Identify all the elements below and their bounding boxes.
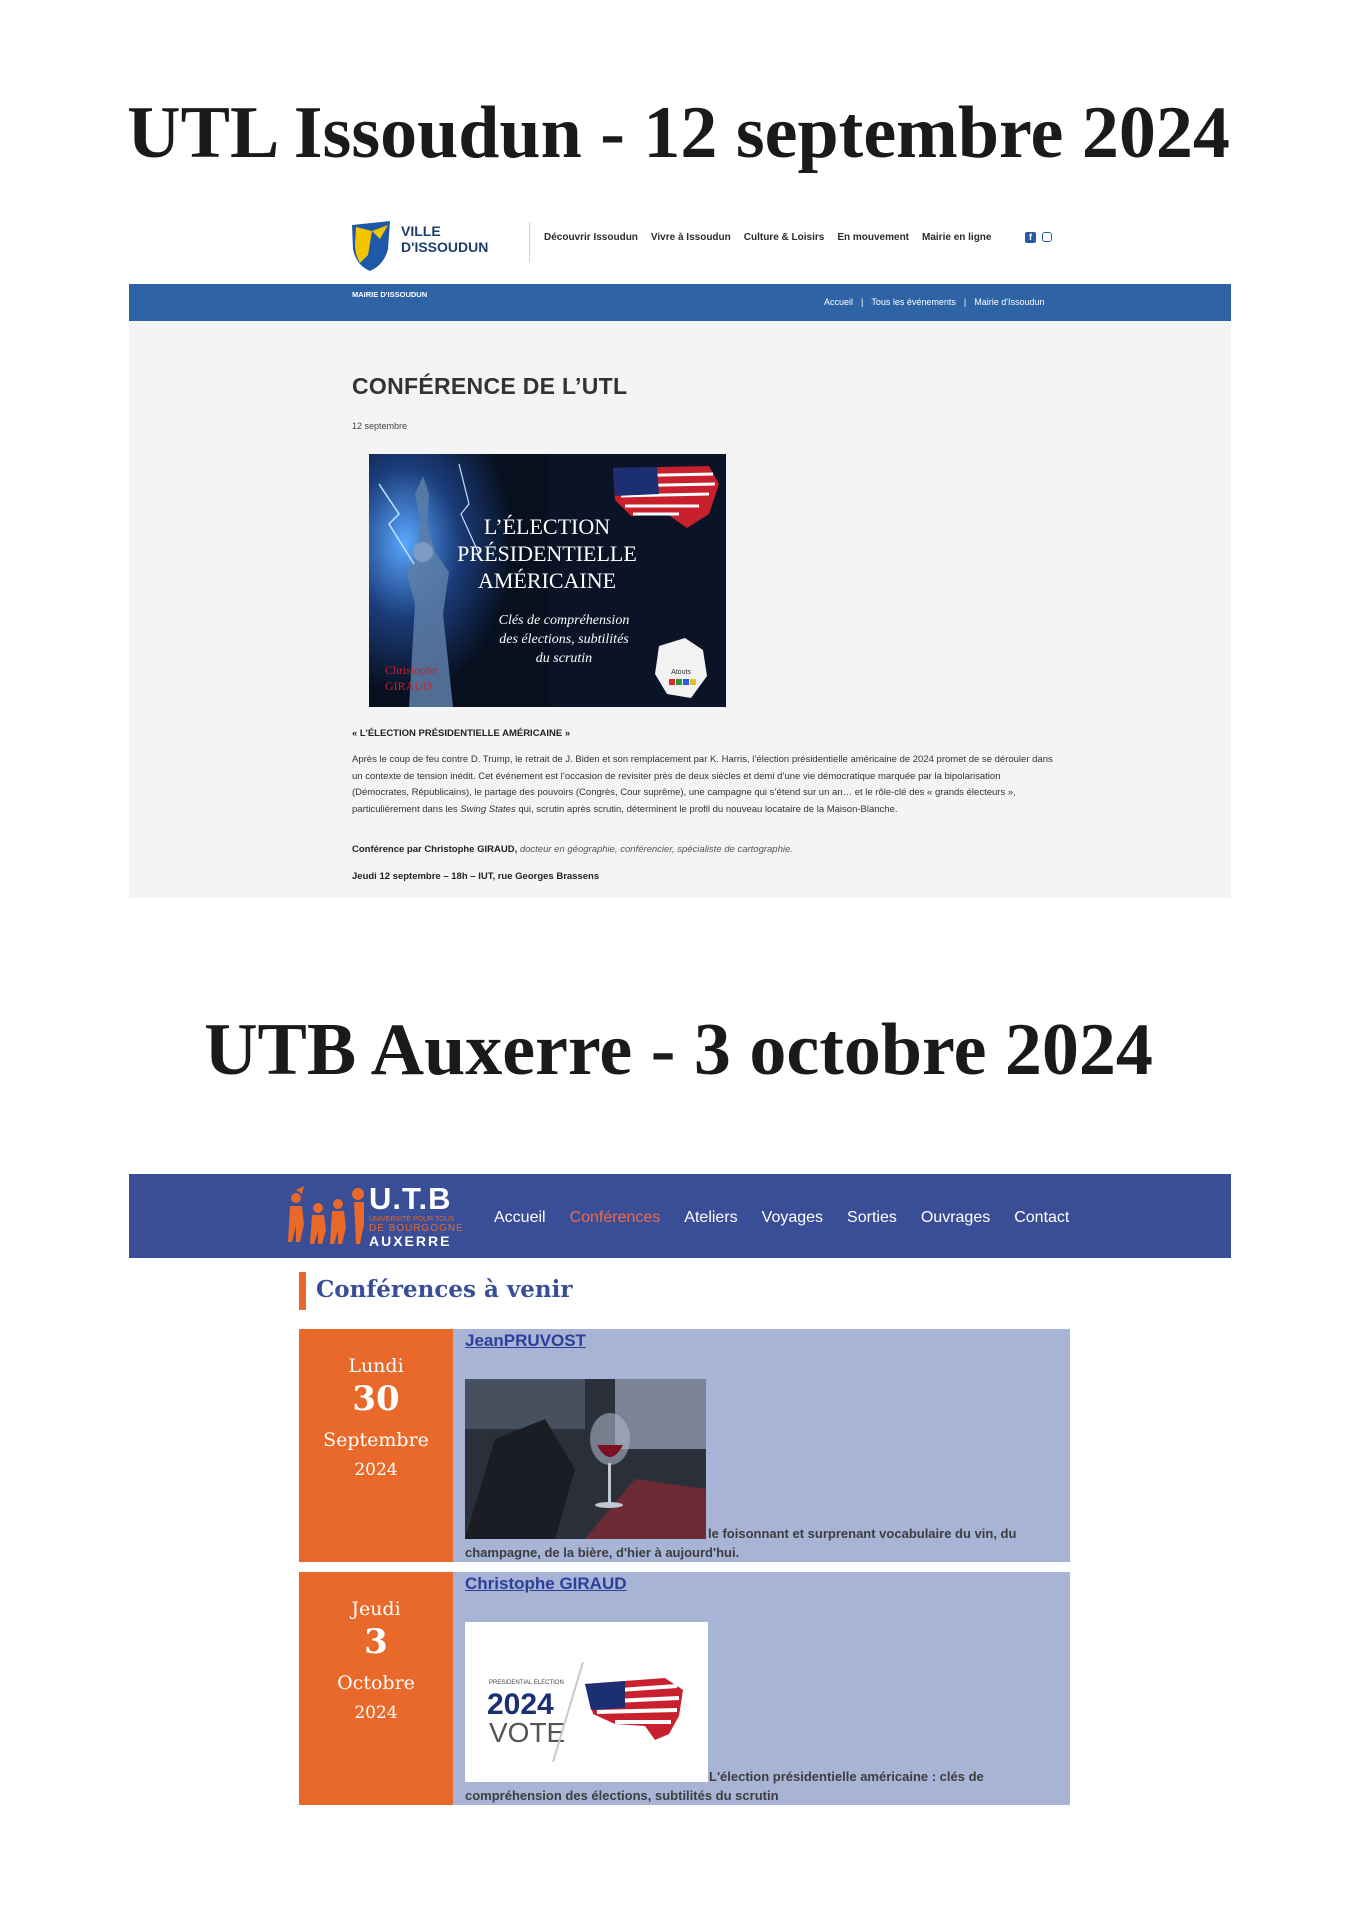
nav-divider (529, 222, 530, 262)
event-when-where: Jeudi 12 septembre – 18h – IUT, rue Georges Brassens (352, 871, 600, 882)
poster-badge: Atouts (671, 669, 691, 676)
issoudun-nav (544, 232, 991, 248)
conference-description: le foisonnant et surprenant vocabulaire du vin, du champagne, de la bière, d'hier à aujourd'hui. (465, 1526, 1017, 1560)
facebook-icon[interactable]: f (1025, 232, 1036, 243)
description-part1: Après le coup de feu contre D. Trump, le retrait de J. Biden et son remplacement par K. Harris, l’élection présidentielle américaine de 2024 promet de se dérouler dans un contexte de tension inédit. Cet événement est l’occasion de revisiter près de deux siècles et demi d’une vie démocratique marquée par la bipolarisation (Démocrates, Républicains), le partage des pouvoirs (Congrès, Cour suprême), une campagne qui s’étend sur un an… et le rôle-clé des « grands électeurs », particulièrement dans les (352, 754, 1053, 815)
description-swing-states: Swing States (460, 803, 516, 815)
card-month: Septembre (323, 1429, 429, 1451)
event-description (352, 752, 1057, 818)
conference-description: L'élection présidentielle américaine : clés de compréhension des élections, subtilités du scrutin (465, 1769, 984, 1803)
breadcrumb-sep: | (963, 297, 967, 307)
section-title: Conférences à venir (316, 1276, 573, 1303)
breadcrumb-events[interactable]: Tous les événements (871, 297, 956, 307)
page-title: CONFÉRENCE DE L’UTL (352, 373, 628, 399)
poster-title-2: PRÉSIDENTIELLE (457, 541, 637, 566)
card-day-number: 3 (364, 1622, 388, 1662)
poster-title-3: AMÉRICAINE (477, 568, 617, 593)
speaker-link[interactable]: Christophe GIRAUD (465, 1574, 627, 1593)
nav-conferences[interactable]: Conférences (569, 1209, 661, 1226)
nav-culture[interactable]: Culture & Loisirs (743, 232, 825, 243)
logo-line1: VILLE (401, 223, 441, 239)
card-year: 2024 (354, 1460, 398, 1480)
nav-vivre[interactable]: Vivre à Issoudun (650, 232, 731, 243)
brand-subtitle: UNIVERSITÉ POUR TOUS (369, 1216, 455, 1223)
vote-year: 2024 (487, 1688, 554, 1721)
breadcrumb-sep: | (861, 297, 864, 307)
card-month: Octobre (337, 1672, 415, 1694)
event-author (352, 844, 793, 855)
nav-mouvement[interactable]: En mouvement (837, 232, 910, 243)
poster-author-2: GIRAUD (385, 679, 432, 693)
utb-people-logo-icon[interactable] (284, 1184, 369, 1246)
nav-contact[interactable]: Contact (1014, 1209, 1070, 1226)
conference-card[interactable] (299, 1329, 1070, 1562)
brand-city: AUXERRE (369, 1233, 452, 1249)
issoudun-header (129, 208, 1231, 284)
conference-poster (369, 454, 726, 707)
poster-author-1: Christophe (385, 663, 438, 677)
nav-ateliers[interactable]: Ateliers (684, 1209, 738, 1226)
nav-mairie[interactable]: Mairie en ligne (922, 232, 992, 243)
author-intro: Conférence par Christophe GIRAUD, (352, 844, 518, 855)
section-accent-bar (299, 1272, 306, 1310)
speaker-link[interactable]: JeanPRUVOST (465, 1331, 586, 1350)
social-links (1025, 232, 1052, 243)
vote-word: VOTE (489, 1717, 566, 1748)
utb-nav (494, 1209, 1069, 1227)
auxerre-heading: UTB Auxerre - 3 octobre 2024 (204, 1009, 1153, 1091)
poster-sub-2: des élections, subtilités (499, 632, 629, 647)
nav-ouvrages[interactable]: Ouvrages (920, 1209, 991, 1226)
logo-line2: D'ISSOUDUN (401, 239, 489, 255)
instagram-icon[interactable] (1042, 232, 1052, 242)
poster-sub-3: du scrutin (535, 651, 593, 666)
breadcrumb-mairie[interactable]: Mairie d'Issoudun (974, 297, 1045, 307)
nav-decouvrir[interactable]: Découvrir Issoudun (544, 232, 638, 243)
card-day-number: 30 (352, 1379, 400, 1419)
nav-voyages[interactable]: Voyages (761, 1209, 824, 1226)
card-year: 2024 (354, 1703, 398, 1723)
vote-2024-image (465, 1622, 708, 1782)
issoudun-logo-icon[interactable] (350, 219, 392, 273)
brand-name: U.T.B (369, 1181, 452, 1216)
card-day: Lundi (348, 1355, 404, 1377)
bar-site-name[interactable]: MAIRIE D'ISSOUDUN (352, 290, 428, 299)
vote-small-text: PRESIDENTIAL ELECTION (489, 1680, 564, 1686)
utb-header (129, 1174, 1231, 1258)
wine-glass-photo (465, 1379, 706, 1539)
issoudun-screenshot (129, 208, 1231, 898)
nav-accueil[interactable]: Accueil (494, 1209, 546, 1226)
card-date (299, 1329, 453, 1562)
poster-sub-1: Clés de compréhension (498, 613, 630, 628)
poster-title-1: L’ÉLECTION (483, 514, 611, 539)
issoudun-logo-text[interactable] (401, 223, 488, 255)
description-part2: qui, scrutin après scrutin, déterminent le profil du nouveau locataire de la Maison-Blanche. (515, 803, 898, 815)
breadcrumb (824, 297, 1045, 307)
author-description: docteur en géographie, conférencier, spécialiste de cartographie. (517, 844, 793, 855)
breadcrumb-accueil[interactable]: Accueil (824, 297, 854, 307)
utb-brand[interactable] (369, 1183, 464, 1249)
card-date (299, 1572, 453, 1805)
issoudun-heading: UTL Issoudun - 12 septembre 2024 (127, 92, 1230, 174)
nav-sorties[interactable]: Sorties (847, 1209, 897, 1226)
event-subtitle: « L’ÉLECTION PRÉSIDENTIELLE AMÉRICAINE » (352, 728, 571, 739)
card-day: Jeudi (351, 1598, 401, 1620)
brand-subtitle-2: DE BOURGOGNE (369, 1223, 464, 1234)
event-date: 12 septembre (352, 421, 408, 431)
issoudun-blue-bar (129, 284, 1231, 321)
conference-card[interactable] (299, 1572, 1070, 1805)
